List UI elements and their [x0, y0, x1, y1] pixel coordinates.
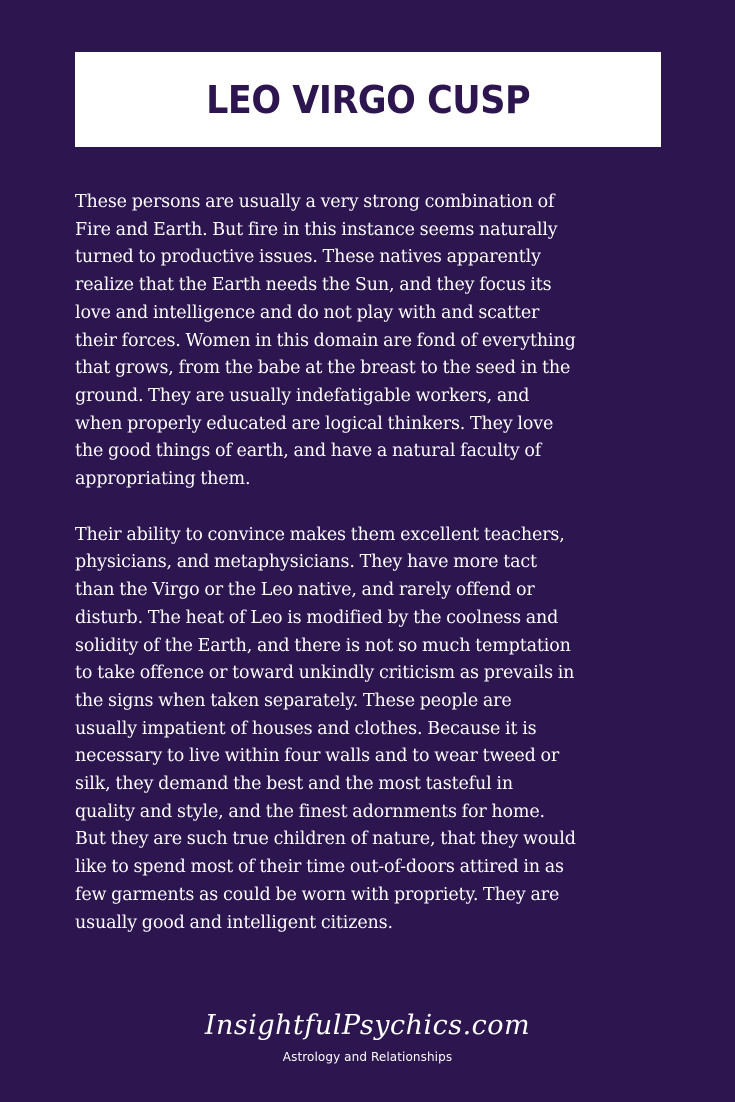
- footer-branding: [0, 1010, 735, 1065]
- article-body: [75, 189, 675, 937]
- paragraph-2: Their ability to convince makes them excellent teachers, physicians, and metaphysicians. They have more tact than the Virgo or the Leo native, and rarely offend or disturb. The heat of Leo is modified by the coolness and solidity of the Earth, and there is not so much temptation to take offence or toward unkindly criticism as prevails in the signs when taken separately. These people are usually impatient of houses and clothes. Because it is necessary to live within four walls and to wear tweed or silk, they demand the best and the most tasteful in quality and style, and the finest adornments for home. But they are such true children of nature, that they would like to spend most of their time out-of-doors attired in as few garments as could be worn with propriety. They are usually good and intelligent citizens.: [75, 524, 576, 933]
- title-banner: [75, 52, 661, 147]
- site-logo: InsightfulPsychics.com: [204, 1010, 531, 1041]
- site-tagline: Astrology and Relationships: [282, 1050, 453, 1064]
- page-title: LEO VIRGO CUSP: [205, 77, 531, 122]
- paragraph-1: These persons are usually a very strong combination of Fire and Earth. But fire in this instance seems naturally turned to productive issues. These natives apparently realize that the Earth needs the Sun, and they focus its love and intelligence and do not play with and scatter their forces. Women in this domain are fond of everything that grows, from the babe at the breast to the seed in the ground. They are usually indefatigable workers, and when properly educated are logical thinkers. They love the good things of earth, and have a natural faculty of appropriating them.: [75, 192, 576, 490]
